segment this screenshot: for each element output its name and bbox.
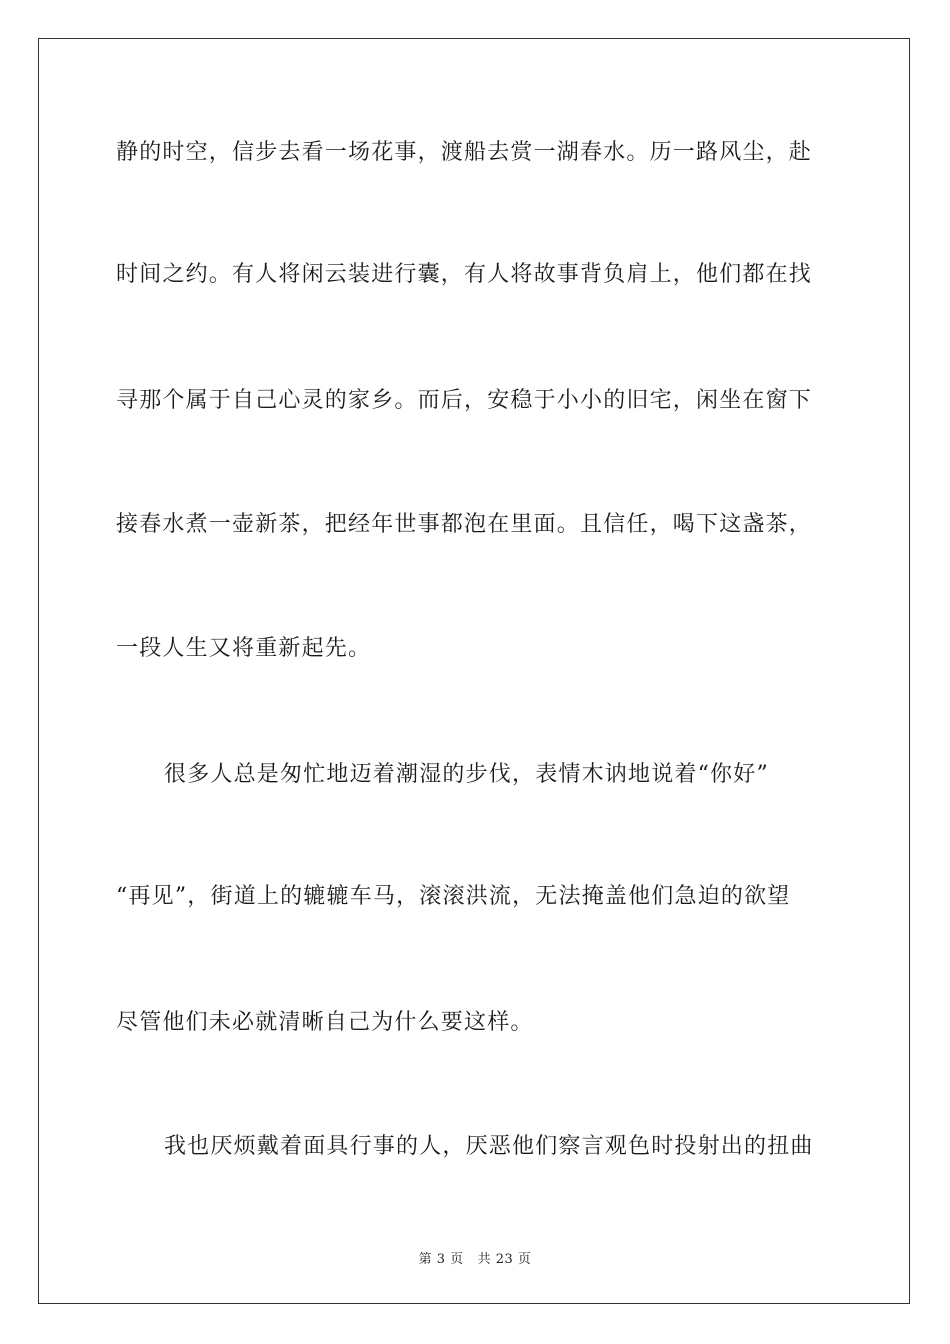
body-text-line-indented: 很多人总是匆忙地迈着潮湿的步伐，表情木讷地说着“你好” bbox=[164, 762, 769, 787]
page-total: 共 23 页 bbox=[477, 1252, 532, 1267]
body-text-line: 寻那个属于自己心灵的家乡。而后，安稳于小小的旧宅，闲坐在窗下 bbox=[116, 388, 813, 413]
body-text-line: 一段人生又将重新起先。 bbox=[116, 636, 372, 661]
body-text-line: 尽管他们未必就清晰自己为什么要这样。 bbox=[116, 1010, 534, 1035]
body-text-line: “再见”，街道上的辘辘车马，滚滚洪流，无法掩盖他们急迫的欲望 bbox=[116, 884, 791, 909]
body-text-line: 静的时空，信步去看一场花事，渡船去赏一湖春水。历一路风尘，赴 bbox=[116, 140, 813, 165]
body-text-line: 时间之约。有人将闲云装进行囊，有人将故事背负肩上，他们都在找 bbox=[116, 262, 813, 287]
body-text-line-indented: 我也厌烦戴着面具行事的人，厌恶他们察言观色时投射出的扭曲 bbox=[164, 1134, 814, 1159]
page-footer bbox=[0, 1248, 950, 1267]
body-text-line: 接春水煮一壶新茶，把经年世事都泡在里面。且信任，喝下这盏茶， bbox=[116, 512, 813, 537]
page-border bbox=[38, 38, 910, 1304]
page-number: 第 3 页 bbox=[418, 1252, 464, 1267]
